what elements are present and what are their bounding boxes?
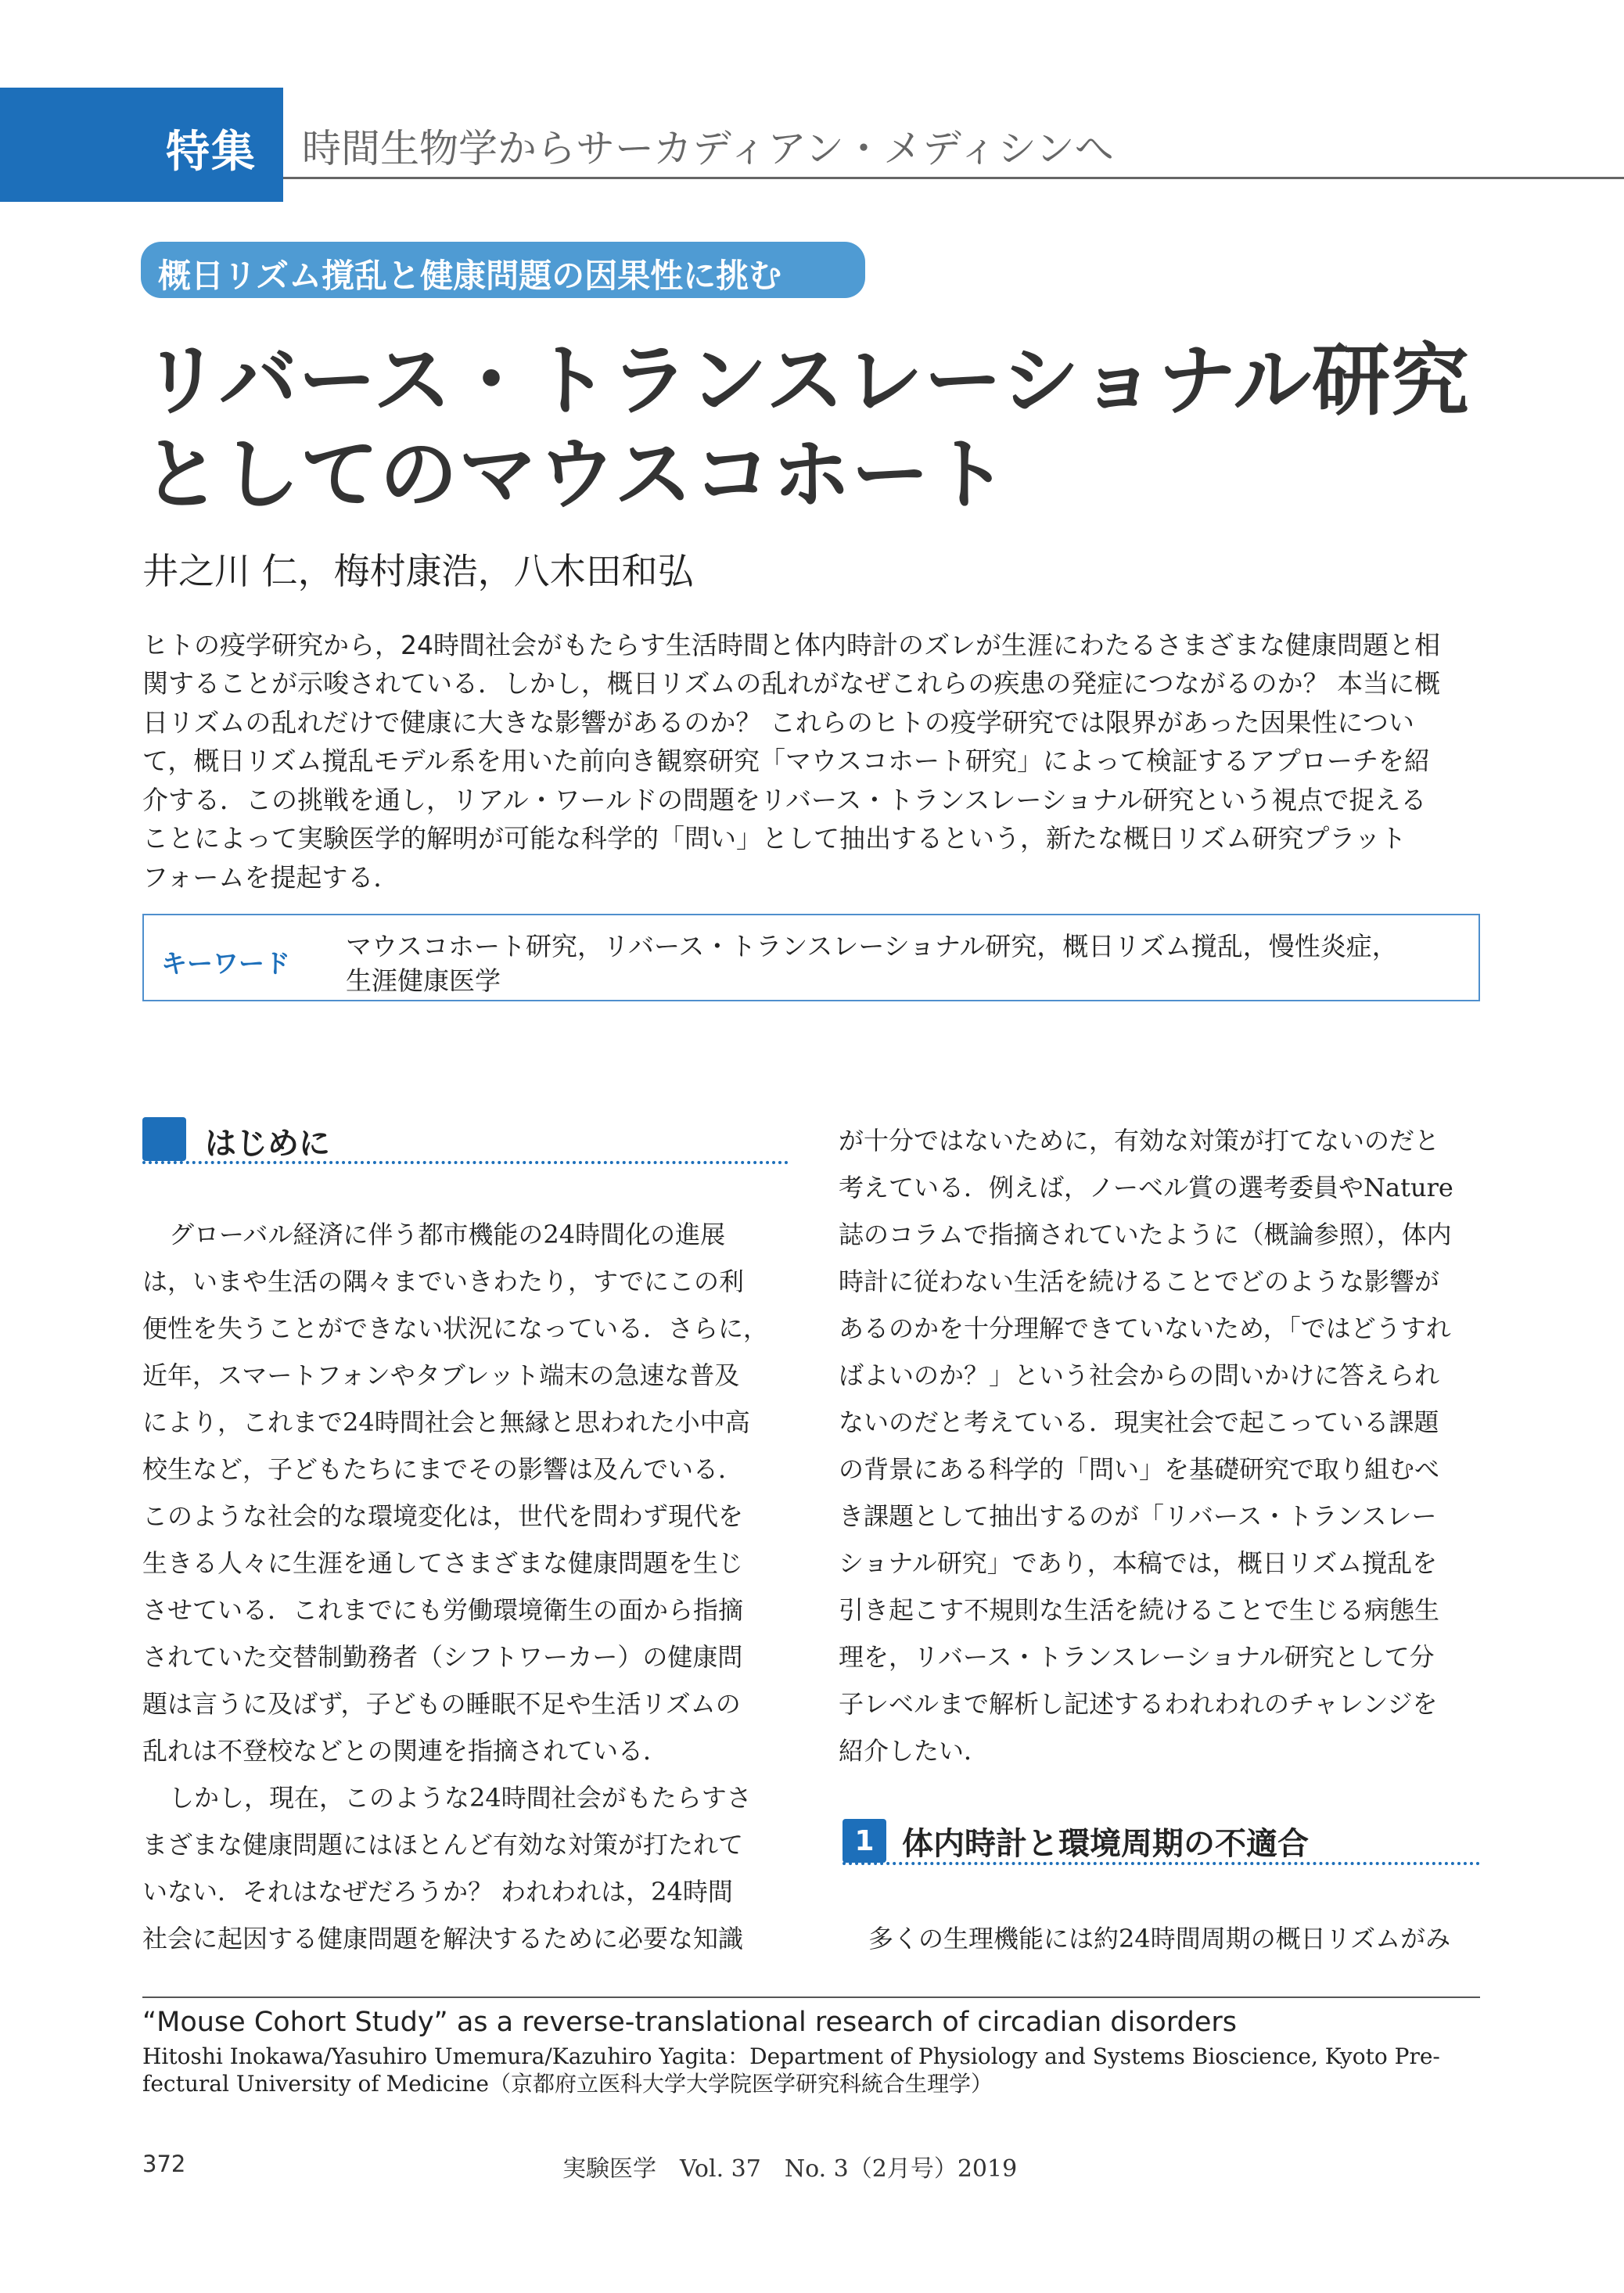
footer-rule bbox=[142, 1996, 1480, 1998]
body-line: 近年，スマートフォンやタブレット端末の急速な普及 bbox=[142, 1360, 740, 1390]
abstract-line: 介する．この挑戦を通し，リアル・ワールドの問題をリバース・トランスレーショナル研究という視点で捉える bbox=[142, 785, 1427, 815]
section-dotted-rule bbox=[142, 1161, 789, 1164]
body-line: まざまな健康問題にはほとんど有効な対策が打たれて bbox=[142, 1830, 744, 1860]
body-line: の背景にある科学的「問い」を基礎研究で取り組むべ bbox=[839, 1454, 1440, 1484]
body-line: 校生など，子どもたちにまでその影響は及んでいる． bbox=[142, 1454, 744, 1484]
abstract-line: 関することが示唆されている．しかし，概日リズムの乱れがなぜこれらの疾患の発症につながるのか？ 本当に概 bbox=[142, 668, 1441, 699]
body-line: 社会に起因する健康問題を解決するために必要な知識 bbox=[142, 1924, 744, 1953]
body-line: あるのかを十分理解できていないため，「ではどうすれ bbox=[839, 1314, 1451, 1343]
feature-label-block bbox=[0, 88, 283, 202]
header-rule bbox=[283, 177, 1624, 179]
section-title-intro: はじめに bbox=[205, 1126, 330, 1162]
body-line: しかし，現在，このような24時間社会がもたらすさ bbox=[169, 1783, 752, 1813]
body-line: 多くの生理機能には約24時間周期の概日リズムがみ bbox=[868, 1924, 1451, 1953]
page-number: 372 bbox=[142, 2151, 186, 2177]
abstract-line: て，概日リズム撹乱モデル系を用いた前向き観察研究「マウスコホート研究」によって検証するアプローチを紹 bbox=[142, 746, 1431, 776]
abstract-line: ヒトの疫学研究から，24時間社会がもたらす生活時間と体内時計のズレが生涯にわたるさまざまな健康問題と相 bbox=[142, 630, 1440, 660]
feature-series-title: 時間生物学からサーカディアン・メディシンへ bbox=[302, 126, 1114, 171]
body-line: ばよいのか？」という社会からの問いかけに答えられ bbox=[839, 1360, 1440, 1390]
body-line: このような社会的な環境変化は，世代を問わず現代を bbox=[142, 1501, 744, 1531]
keyword-line: 生涯健康医学 bbox=[346, 965, 501, 996]
body-line: 乱れは不登校などとの関連を指摘されている． bbox=[142, 1736, 669, 1766]
section-title-1: 体内時計と環境周期の不適合 bbox=[902, 1826, 1309, 1862]
journal-citation: 実験医学 Vol. 37 No. 3（2月号）2019 bbox=[562, 2155, 1018, 2183]
article-subtitle: 概日リズム撹乱と健康問題の因果性に挑む bbox=[158, 257, 782, 295]
keyword-label: キーワード bbox=[161, 948, 290, 979]
authors: 井之川 仁，梅村康浩，八木田和弘 bbox=[142, 550, 694, 592]
body-line: ないのだと考えている．現実社会で起こっている課題 bbox=[839, 1407, 1439, 1437]
abstract-line: ことによって実験医学的解明が可能な科学的「問い」として抽出するという，新たな概日リズム研究プラット bbox=[142, 823, 1407, 854]
body-line: 紹介したい． bbox=[839, 1736, 990, 1766]
body-line: が十分ではないために，有効な対策が打てないのだと bbox=[839, 1126, 1440, 1155]
feature-label: 特集 bbox=[166, 127, 257, 178]
section-number-badge bbox=[843, 1819, 886, 1863]
article-title-line-2: としてのマウスコホート bbox=[142, 429, 1009, 520]
body-line: 引き起こす不規則な生活を続けることで生じる病態生 bbox=[839, 1595, 1440, 1625]
body-line: させている．これまでにも労働環境衛生の面から指摘 bbox=[142, 1595, 744, 1625]
article-title-line-1: リバース・トランスレーショナル研究 bbox=[142, 335, 1470, 426]
body-line: 誌のコラムで指摘されていたように（概論参照），体内 bbox=[839, 1220, 1452, 1249]
english-title: “Mouse Cohort Study” as a reverse-translational research of circadian disorders bbox=[142, 2007, 1237, 2038]
body-line: き課題として抽出するのが「リバース・トランスレー bbox=[839, 1501, 1437, 1531]
body-line: 考えている．例えば，ノーベル賞の選考委員やNature bbox=[839, 1173, 1453, 1202]
body-line: により，これまで24時間社会と無縁と思われた小中高 bbox=[142, 1407, 750, 1437]
body-line: 便性を失うことができない状況になっている．さらに， bbox=[142, 1314, 769, 1343]
article-subtitle-pill bbox=[141, 242, 865, 298]
section-number: 1 bbox=[854, 1825, 875, 1857]
body-line: 時計に従わない生活を続けることでどのような影響が bbox=[839, 1267, 1440, 1296]
section-marker bbox=[142, 1117, 186, 1161]
body-line: いない．それはなぜだろうか？ われわれは，24時間 bbox=[142, 1877, 733, 1907]
affiliation-line: Hitoshi Inokawa/Yasuhiro Umemura/Kazuhiro Yagita：Department of Physiology and Systems Bioscience, Kyoto Pre- bbox=[142, 2043, 1440, 2069]
body-line: 子レベルまで解析し記述するわれわれのチャレンジを bbox=[839, 1689, 1438, 1719]
body-line: グローバル経済に伴う都市機能の24時間化の進展 bbox=[169, 1220, 726, 1249]
affiliation-line: fectural University of Medicine（京都府立医科大学大学院医学研究科統合生理学） bbox=[142, 2071, 993, 2097]
body-line: は，いまや生活の隅々までいきわたり，すでにこの利 bbox=[142, 1267, 744, 1296]
body-line: ショナル研究」であり，本稿では，概日リズム撹乱を bbox=[839, 1548, 1438, 1578]
keyword-line: マウスコホート研究，リバース・トランスレーショナル研究，概日リズム撹乱，慢性炎症， bbox=[346, 931, 1398, 961]
body-line: 題は言うに及ばず，子どもの睡眠不足や生活リズムの bbox=[142, 1689, 741, 1719]
section-dotted-rule bbox=[843, 1862, 1480, 1865]
body-line: 理を，リバース・トランスレーショナル研究として分 bbox=[839, 1642, 1435, 1672]
body-line: されていた交替制勤務者（シフトワーカー）の健康問 bbox=[142, 1642, 743, 1672]
abstract-line: 日リズムの乱れだけで健康に大きな影響があるのか？ これらのヒトの疫学研究では限界があった因果性につい bbox=[142, 707, 1414, 738]
abstract-line: フォームを提起する． bbox=[142, 862, 400, 893]
body-line: 生きる人々に生涯を通してさまざまな健康問題を生じ bbox=[142, 1548, 744, 1578]
